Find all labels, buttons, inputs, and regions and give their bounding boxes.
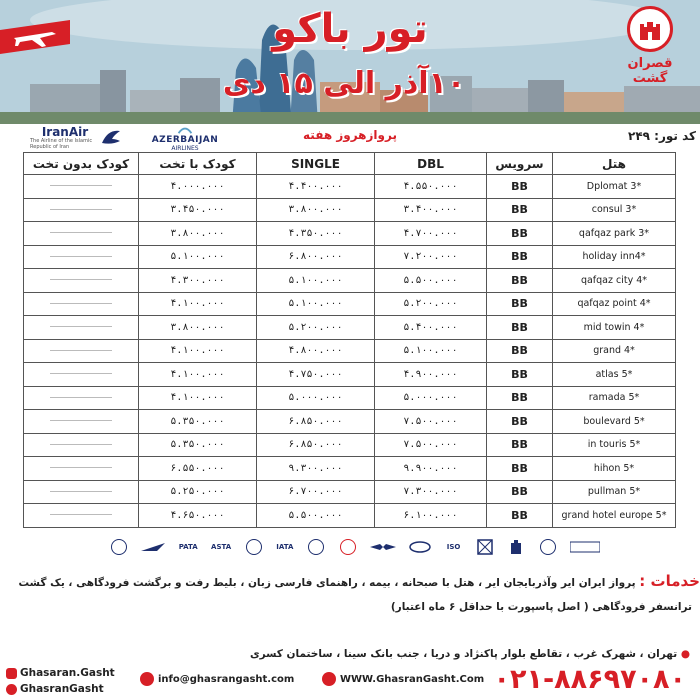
cell-hotel: atlas 5* (553, 363, 676, 387)
mosaic-icon (476, 538, 494, 556)
instagram-link[interactable] (6, 665, 115, 681)
cell-child-nobed (24, 504, 139, 528)
cell-child-nobed (24, 433, 139, 457)
cell-child-bed: ۴.۱۰۰.۰۰۰ (139, 339, 257, 363)
telegram-icon (6, 684, 17, 695)
cell-child-nobed (24, 339, 139, 363)
cell-dbl: ۷.۵۰۰.۰۰۰ (375, 433, 487, 457)
cell-dbl: ۶.۱۰۰.۰۰۰ (375, 504, 487, 528)
cell-dbl: ۷.۲۰۰.۰۰۰ (375, 245, 487, 269)
email-icon (140, 672, 154, 686)
cell-service: BB (487, 316, 553, 340)
cell-child-bed: ۳.۴۵۰.۰۰۰ (139, 198, 257, 222)
oval-badge-icon (409, 538, 431, 556)
pata-logo: PATA (178, 543, 198, 551)
brand-name: قصران گشت (627, 56, 673, 86)
table-row (24, 316, 676, 340)
cell-service: BB (487, 292, 553, 316)
cell-service: BB (487, 269, 553, 293)
empty-dash (50, 420, 112, 421)
website-text: WWW.GhasranGasht.Com (340, 673, 485, 685)
homa-bird-icon (100, 127, 122, 149)
seal-icon (245, 538, 263, 556)
cell-dbl: ۹.۹۰۰.۰۰۰ (375, 457, 487, 481)
globe-icon (322, 672, 336, 686)
cell-single: ۹.۳۰۰.۰۰۰ (257, 457, 375, 481)
cell-dbl: ۳.۴۰۰.۰۰۰ (375, 198, 487, 222)
azal-logo (140, 124, 230, 152)
cell-service: BB (487, 410, 553, 434)
asta-logo: ASTA (211, 543, 232, 551)
badge-icon (307, 538, 325, 556)
empty-dash (50, 303, 112, 304)
iranair-logo (30, 124, 100, 152)
cell-child-bed: ۶.۵۵۰.۰۰۰ (139, 457, 257, 481)
table-body (24, 175, 676, 528)
services-text: پرواز ایران ایر وآذربایجان ایر ، هتل با صبحانه ، بیمه ، راهنمای فارسی زبان ، بلیط رفت و برگشت فرودگاهی ، یک گشت (18, 577, 636, 589)
certification-logos (110, 536, 600, 558)
cell-service: BB (487, 504, 553, 528)
cell-child-nobed (24, 292, 139, 316)
tour-dates: ۱۰آذر الی ۱۵ دی (222, 66, 466, 101)
cell-hotel: grand 4* (553, 339, 676, 363)
cell-child-nobed (24, 198, 139, 222)
cell-child-bed: ۳.۸۰۰.۰۰۰ (139, 316, 257, 340)
iata-logo: IATA (276, 543, 294, 551)
header-service: سرویس (487, 153, 553, 175)
building-icon (507, 538, 525, 556)
website-link[interactable] (322, 672, 484, 686)
page-title: تور باکو (272, 6, 428, 52)
social-links (6, 665, 115, 697)
table-row (24, 245, 676, 269)
cell-child-bed: ۴.۳۰۰.۰۰۰ (139, 269, 257, 293)
table-row (24, 410, 676, 434)
empty-dash (50, 209, 112, 210)
phone-number[interactable]: ۰۲۱-۸۸۶۹۷۰۸۰ (493, 664, 686, 695)
email-link[interactable] (140, 672, 294, 686)
iso-logo: ISO (446, 543, 461, 551)
airline-wing-icon (141, 538, 165, 556)
azal-sub: AIRLINES (171, 145, 199, 152)
cell-hotel: qafqaz city 4* (553, 269, 676, 293)
transfer-note: ترانسفر فرودگاهی ( اصل پاسپورت با حداقل ۶ ماه اعتبار) (390, 601, 692, 613)
cell-child-bed: ۴.۰۰۰.۰۰۰ (139, 175, 257, 199)
cell-child-nobed (24, 410, 139, 434)
cell-hotel: grand hotel europe 5* (553, 504, 676, 528)
cell-child-bed: ۴.۱۰۰.۰۰۰ (139, 363, 257, 387)
cell-hotel: ramada 5* (553, 386, 676, 410)
cell-hotel: in touris 5* (553, 433, 676, 457)
cell-child-bed: ۴.۶۵۰.۰۰۰ (139, 504, 257, 528)
price-table (23, 152, 676, 528)
table-row (24, 269, 676, 293)
cell-dbl: ۵.۵۰۰.۰۰۰ (375, 269, 487, 293)
wings-icon (370, 538, 396, 556)
cell-child-bed: ۵.۳۵۰.۰۰۰ (139, 433, 257, 457)
cell-child-bed: ۴.۱۰۰.۰۰۰ (139, 386, 257, 410)
cell-hotel: Dplomat 3* (553, 175, 676, 199)
header-single: SINGLE (257, 153, 375, 175)
subheader-row (0, 124, 700, 152)
cell-single: ۴.۳۵۰.۰۰۰ (257, 222, 375, 246)
cell-service: BB (487, 245, 553, 269)
cell-single: ۳.۸۰۰.۰۰۰ (257, 198, 375, 222)
cell-dbl: ۵.۰۰۰.۰۰۰ (375, 386, 487, 410)
plane-icon (0, 18, 70, 58)
tour-code: کد تور: ۲۴۹ (628, 129, 696, 143)
cell-child-nobed (24, 480, 139, 504)
cell-single: ۵.۵۰۰.۰۰۰ (257, 504, 375, 528)
cell-single: ۴.۷۵۰.۰۰۰ (257, 363, 375, 387)
header-dbl: DBL (375, 153, 487, 175)
cell-child-nobed (24, 457, 139, 481)
cell-single: ۶.۸۵۰.۰۰۰ (257, 410, 375, 434)
cell-hotel: mid towin 4* (553, 316, 676, 340)
header-banner (0, 0, 700, 124)
cell-single: ۵.۲۰۰.۰۰۰ (257, 316, 375, 340)
cell-service: BB (487, 175, 553, 199)
cell-hotel: qafqaz point 4* (553, 292, 676, 316)
cell-dbl: ۴.۵۵۰.۰۰۰ (375, 175, 487, 199)
cell-single: ۵.۱۰۰.۰۰۰ (257, 292, 375, 316)
cell-child-bed: ۳.۸۰۰.۰۰۰ (139, 222, 257, 246)
table-row (24, 363, 676, 387)
telegram-handle: GhasranGasht (20, 683, 104, 695)
flag-ring-icon (339, 538, 357, 556)
empty-dash (50, 279, 112, 280)
table-row (24, 198, 676, 222)
cell-child-bed: ۴.۱۰۰.۰۰۰ (139, 292, 257, 316)
cell-service: BB (487, 222, 553, 246)
cell-child-nobed (24, 316, 139, 340)
table-row (24, 222, 676, 246)
weekly-flight-note: پروازهروز هفته (303, 128, 397, 142)
instagram-icon (6, 668, 17, 679)
table-row (24, 292, 676, 316)
iranair-name: IranAir (41, 124, 89, 139)
instagram-handle: Ghasaran.Gasht (20, 667, 115, 679)
cell-child-nobed (24, 222, 139, 246)
header-hotel: هتل (553, 153, 676, 175)
cell-single: ۵.۰۰۰.۰۰۰ (257, 386, 375, 410)
brand-logo[interactable] (612, 6, 688, 86)
table-row (24, 480, 676, 504)
table-row (24, 433, 676, 457)
cell-dbl: ۴.۹۰۰.۰۰۰ (375, 363, 487, 387)
empty-dash (50, 232, 112, 233)
cell-dbl: ۵.۲۰۰.۰۰۰ (375, 292, 487, 316)
cell-dbl: ۴.۷۰۰.۰۰۰ (375, 222, 487, 246)
e-sign-icon (539, 538, 557, 556)
cell-hotel: consul 3* (553, 198, 676, 222)
cell-hotel: hihon 5* (553, 457, 676, 481)
address-text: تهران ، شهرک غرب ، تقاطع بلوار پاکنژاد و دریا ، جنب بانک سینا ، ساختمان کسری (249, 648, 678, 660)
cell-hotel: pullman 5* (553, 480, 676, 504)
cell-single: ۶.۸۵۰.۰۰۰ (257, 433, 375, 457)
cell-service: BB (487, 198, 553, 222)
cell-single: ۵.۱۰۰.۰۰۰ (257, 269, 375, 293)
empty-dash (50, 444, 112, 445)
location-pin-icon: ● (680, 648, 690, 660)
table-header-row (24, 153, 676, 175)
cell-dbl: ۵.۴۰۰.۰۰۰ (375, 316, 487, 340)
emblem-icon (110, 538, 128, 556)
services-label: خدمات : (639, 572, 700, 590)
empty-dash (50, 467, 112, 468)
empty-dash (50, 373, 112, 374)
empty-dash (50, 256, 112, 257)
cell-single: ۶.۸۰۰.۰۰۰ (257, 245, 375, 269)
table-row (24, 457, 676, 481)
empty-dash (50, 514, 112, 515)
cell-dbl: ۷.۳۰۰.۰۰۰ (375, 480, 487, 504)
table-row (24, 504, 676, 528)
cell-child-nobed (24, 175, 139, 199)
cell-child-bed: ۵.۱۰۰.۰۰۰ (139, 245, 257, 269)
cell-single: ۶.۷۰۰.۰۰۰ (257, 480, 375, 504)
email-text: info@ghasrangasht.com (158, 673, 295, 685)
telegram-link[interactable] (6, 681, 115, 697)
services-line (0, 572, 700, 592)
cell-hotel: holiday inn4* (553, 245, 676, 269)
azal-emblem-icon (177, 124, 193, 135)
empty-dash (50, 397, 112, 398)
cell-child-nobed (24, 245, 139, 269)
cell-hotel: boulevard 5* (553, 410, 676, 434)
cell-service: BB (487, 386, 553, 410)
cell-dbl: ۵.۱۰۰.۰۰۰ (375, 339, 487, 363)
cell-service: BB (487, 339, 553, 363)
cell-service: BB (487, 433, 553, 457)
association-logo-icon (570, 538, 600, 556)
empty-dash (50, 185, 112, 186)
azal-name: AZERBAIJAN (151, 135, 219, 145)
empty-dash (50, 491, 112, 492)
iranair-tagline: The Airline of the Islamic Republic of Iran (30, 137, 93, 150)
cell-child-nobed (24, 386, 139, 410)
table-row (24, 386, 676, 410)
cell-single: ۴.۸۰۰.۰۰۰ (257, 339, 375, 363)
castle-icon (627, 6, 673, 52)
empty-dash (50, 350, 112, 351)
header-child-nobed: کودک بدون تخت (24, 153, 139, 175)
office-address (90, 648, 690, 660)
cell-service: BB (487, 457, 553, 481)
empty-dash (50, 326, 112, 327)
table-row (24, 339, 676, 363)
cell-hotel: qafqaz park 3* (553, 222, 676, 246)
cell-child-nobed (24, 269, 139, 293)
cell-child-nobed (24, 363, 139, 387)
header-child-bed: کودک با تخت (139, 153, 257, 175)
cell-dbl: ۷.۵۰۰.۰۰۰ (375, 410, 487, 434)
cell-service: BB (487, 480, 553, 504)
table-row (24, 175, 676, 199)
cell-service: BB (487, 363, 553, 387)
cell-child-bed: ۵.۳۵۰.۰۰۰ (139, 410, 257, 434)
cell-child-bed: ۵.۲۵۰.۰۰۰ (139, 480, 257, 504)
cell-single: ۴.۴۰۰.۰۰۰ (257, 175, 375, 199)
